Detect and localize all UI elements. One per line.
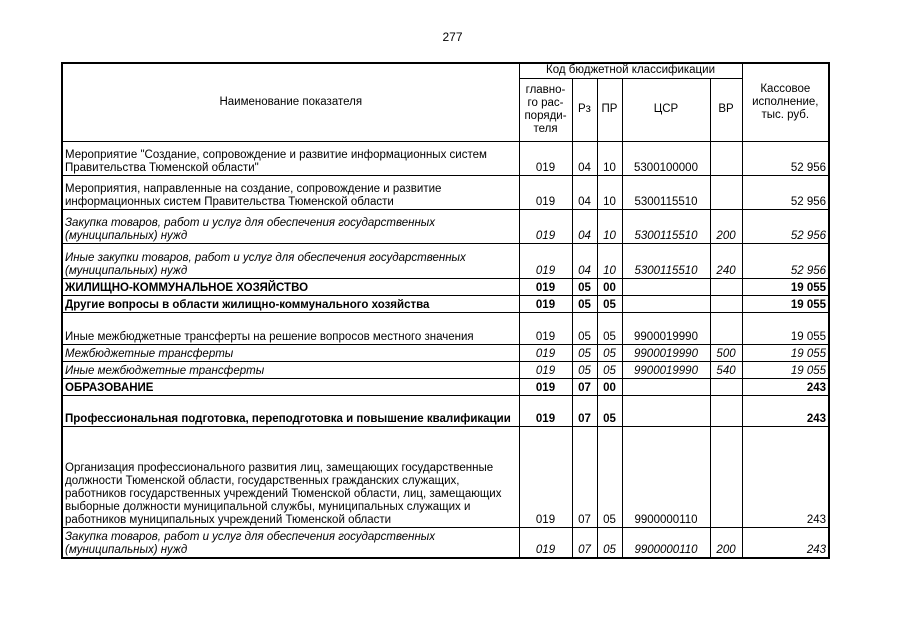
table-row (62, 175, 829, 209)
cell-glavny: 019 (519, 344, 572, 361)
cell-amount: 19 055 (742, 295, 829, 312)
cell-rz: 04 (572, 243, 597, 278)
cell-csr: 9900000110 (622, 527, 710, 558)
cell-amount: 19 055 (742, 361, 829, 378)
cell-csr (622, 295, 710, 312)
cell-glavny: 019 (519, 312, 572, 344)
header-csr: ЦСР (622, 78, 710, 141)
table-row (62, 395, 829, 426)
cell-vr (710, 378, 742, 395)
cell-vr (710, 278, 742, 295)
cell-pr: 05 (597, 295, 622, 312)
cell-csr (622, 378, 710, 395)
cell-vr: 240 (710, 243, 742, 278)
table-row (62, 209, 829, 243)
cell-vr: 200 (710, 527, 742, 558)
cell-pr: 10 (597, 209, 622, 243)
cell-vr (710, 141, 742, 175)
cell-name: Иные межбюджетные трансферты (62, 361, 519, 378)
cell-glavny: 019 (519, 426, 572, 527)
cell-name: Закупка товаров, работ и услуг для обеспечения государственных (муниципальных) нужд (62, 527, 519, 558)
cell-amount: 19 055 (742, 278, 829, 295)
cell-pr: 05 (597, 344, 622, 361)
cell-amount: 243 (742, 378, 829, 395)
cell-rz: 07 (572, 527, 597, 558)
cell-vr: 540 (710, 361, 742, 378)
table-row (62, 295, 829, 312)
cell-rz: 05 (572, 295, 597, 312)
table-row (62, 378, 829, 395)
cell-csr: 5300115510 (622, 175, 710, 209)
header-code-group: Код бюджетной классификации (519, 63, 742, 78)
cell-csr: 5300115510 (622, 209, 710, 243)
cell-pr: 00 (597, 278, 622, 295)
header-glavny: главно-го рас-поряди-теля (519, 78, 572, 141)
header-vr: ВР (710, 78, 742, 141)
cell-amount: 52 956 (742, 175, 829, 209)
cell-amount: 52 956 (742, 243, 829, 278)
cell-pr: 05 (597, 426, 622, 527)
table-row (62, 312, 829, 344)
table-row (62, 141, 829, 175)
cell-glavny: 019 (519, 175, 572, 209)
cell-rz: 04 (572, 209, 597, 243)
cell-amount: 19 055 (742, 312, 829, 344)
cell-name: Организация профессионального развития лиц, замещающих государственные должности Тюменской области, государственных гражданских служащих, работников государственных учреждений Тюменской области, лиц, замещающих выборные должности муниципальной службы, муниципальных служащих и работников муниципальных учреждений Тюменской области (62, 426, 519, 527)
cell-csr: 5300100000 (622, 141, 710, 175)
cell-csr: 5300115510 (622, 243, 710, 278)
cell-name: Профессиональная подготовка, переподготовка и повышение квалификации (62, 395, 519, 426)
cell-rz: 07 (572, 426, 597, 527)
cell-rz: 04 (572, 141, 597, 175)
cell-name: Закупка товаров, работ и услуг для обеспечения государственных (муниципальных) нужд (62, 209, 519, 243)
cell-csr (622, 395, 710, 426)
cell-csr: 9900019990 (622, 312, 710, 344)
table-row (62, 426, 829, 527)
table-row (62, 361, 829, 378)
cell-rz: 04 (572, 175, 597, 209)
cell-name: Мероприятия, направленные на создание, сопровождение и развитие информационных систем Правительства Тюменской области (62, 175, 519, 209)
cell-rz: 05 (572, 312, 597, 344)
cell-amount: 19 055 (742, 344, 829, 361)
cell-vr (710, 426, 742, 527)
cell-vr (710, 175, 742, 209)
cell-csr: 9900019990 (622, 344, 710, 361)
cell-pr: 00 (597, 378, 622, 395)
cell-pr: 05 (597, 312, 622, 344)
cell-glavny: 019 (519, 243, 572, 278)
table-row (62, 527, 829, 558)
header-name: Наименование показателя (62, 63, 519, 141)
cell-vr (710, 312, 742, 344)
cell-pr: 10 (597, 141, 622, 175)
cell-amount: 243 (742, 527, 829, 558)
cell-glavny: 019 (519, 141, 572, 175)
cell-amount: 52 956 (742, 141, 829, 175)
cell-glavny: 019 (519, 395, 572, 426)
header-pr: ПР (597, 78, 622, 141)
table-row (62, 344, 829, 361)
cell-glavny: 019 (519, 295, 572, 312)
cell-name: ОБРАЗОВАНИЕ (62, 378, 519, 395)
header-amount: Кассовое исполнение, тыс. руб. (742, 63, 829, 141)
cell-name: Иные межбюджетные трансферты на решение вопросов местного значения (62, 312, 519, 344)
cell-glavny: 019 (519, 209, 572, 243)
table-row (62, 278, 829, 295)
budget-table (61, 62, 830, 559)
cell-glavny: 019 (519, 278, 572, 295)
cell-csr: 9900000110 (622, 426, 710, 527)
cell-rz: 05 (572, 278, 597, 295)
cell-pr: 05 (597, 361, 622, 378)
cell-name: Межбюджетные трансферты (62, 344, 519, 361)
cell-amount: 243 (742, 395, 829, 426)
cell-amount: 52 956 (742, 209, 829, 243)
cell-name: Другие вопросы в области жилищно-коммунального хозяйства (62, 295, 519, 312)
cell-csr: 9900019990 (622, 361, 710, 378)
page-number: 277 (442, 30, 463, 44)
cell-vr (710, 395, 742, 426)
cell-pr: 05 (597, 527, 622, 558)
cell-glavny: 019 (519, 378, 572, 395)
cell-name: Мероприятие "Создание, сопровождение и развитие информационных систем Правительства Тюменской области" (62, 141, 519, 175)
cell-csr (622, 278, 710, 295)
cell-vr (710, 295, 742, 312)
cell-pr: 05 (597, 395, 622, 426)
cell-vr: 200 (710, 209, 742, 243)
cell-rz: 07 (572, 378, 597, 395)
cell-rz: 05 (572, 344, 597, 361)
cell-pr: 10 (597, 175, 622, 209)
cell-vr: 500 (710, 344, 742, 361)
table-row (62, 243, 829, 278)
cell-glavny: 019 (519, 527, 572, 558)
cell-rz: 05 (572, 361, 597, 378)
cell-rz: 07 (572, 395, 597, 426)
header-rz: Рз (572, 78, 597, 141)
cell-name: ЖИЛИЩНО-КОММУНАЛЬНОЕ ХОЗЯЙСТВО (62, 278, 519, 295)
cell-pr: 10 (597, 243, 622, 278)
cell-amount: 243 (742, 426, 829, 527)
cell-glavny: 019 (519, 361, 572, 378)
cell-name: Иные закупки товаров, работ и услуг для обеспечения государственных (муниципальных) нужд (62, 243, 519, 278)
